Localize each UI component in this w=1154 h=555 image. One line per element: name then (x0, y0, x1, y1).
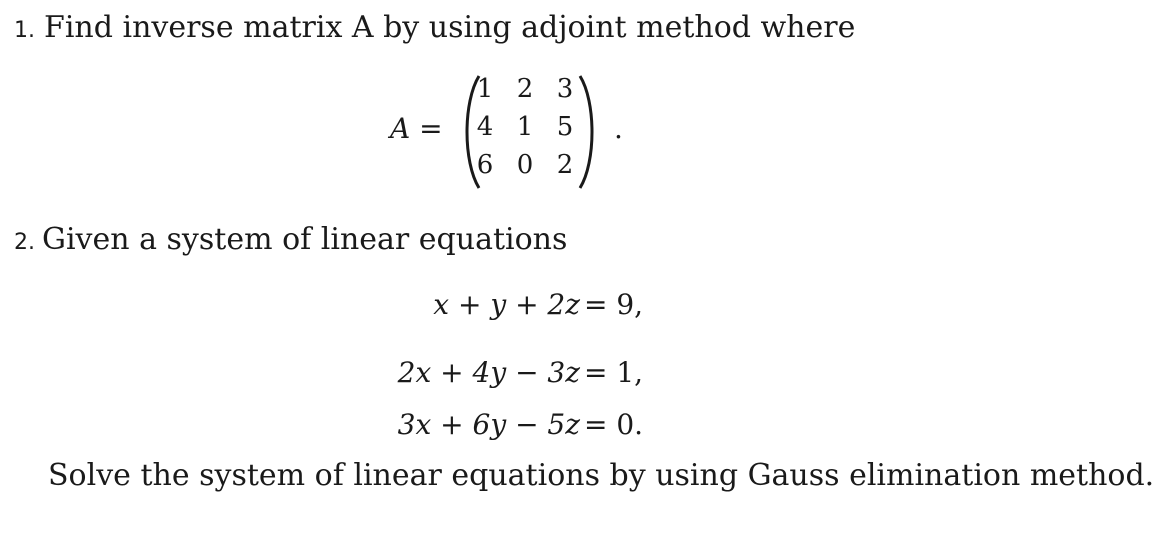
instruction-text: Solve the system of linear equations by using Gauss elimination method. (48, 458, 1154, 493)
matrix-trailing-period: . (614, 112, 623, 145)
matrix-cell: 6 (476, 150, 494, 180)
matrix-cell: 1 (516, 112, 534, 142)
equation-2-lhs: 2x + 4y − 3z (397, 356, 580, 389)
equation-2-rhs: = 1, (584, 356, 644, 389)
problem-2-text: Given a system of linear equations (42, 222, 568, 257)
matrix-lhs: A = (390, 112, 443, 145)
problem-2-number: 2. (14, 230, 35, 255)
equation-3-rhs: = 0. (584, 408, 644, 441)
problem-1-number: 1. (14, 18, 35, 43)
matrix-cell: 1 (476, 74, 494, 104)
matrix-cell: 0 (516, 150, 534, 180)
right-parenthesis (572, 72, 604, 192)
equation-1-rhs: = 9, (584, 288, 644, 321)
equation-3-lhs: 3x + 6y − 5z (397, 408, 580, 441)
matrix-cell: 3 (556, 74, 574, 104)
matrix-cell: 5 (556, 112, 574, 142)
equation-1-lhs: x + y + 2z (433, 288, 580, 321)
matrix-cell: 2 (516, 74, 534, 104)
matrix-cell: 2 (556, 150, 574, 180)
problem-1-text: Find inverse matrix A by using adjoint method where (44, 10, 856, 45)
matrix-cell: 4 (476, 112, 494, 142)
